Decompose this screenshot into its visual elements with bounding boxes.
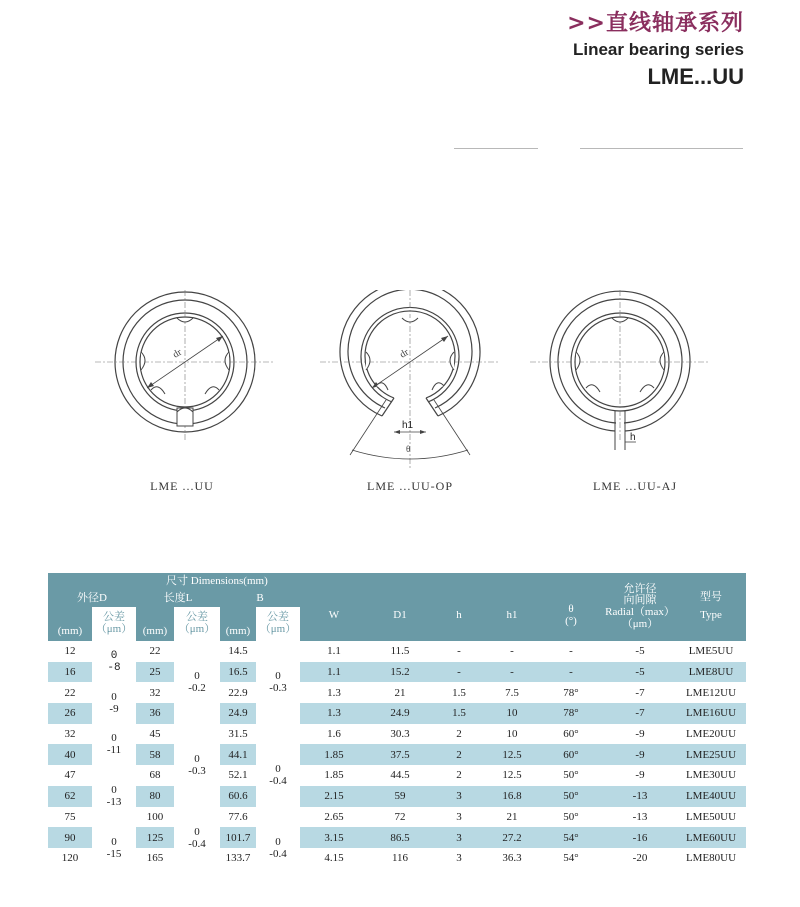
table-cell: 24.9 — [220, 703, 256, 724]
table-cell: 101.7 — [220, 827, 256, 848]
h-header: h — [432, 591, 486, 641]
tolerance-header: 公差 （μm） — [92, 607, 136, 641]
tolerance-lower: -11 — [106, 744, 122, 757]
table-cell: 1.1 — [300, 662, 368, 683]
table-cell: 22 — [149, 645, 161, 658]
table-cell: 58 — [136, 744, 174, 765]
table-row — [48, 786, 746, 807]
table-cell: 44.1 — [220, 744, 256, 765]
table-cell: 47 — [64, 769, 76, 782]
table-cell: 1.85 — [324, 769, 344, 782]
table-cell: 125 — [136, 827, 174, 848]
table-cell: 52.1 — [228, 769, 248, 782]
table-cell — [92, 724, 136, 765]
tolerance-lower: -13 — [106, 796, 122, 809]
tolerance-upper: 0 — [194, 825, 200, 838]
tolerance-upper: 0 — [111, 784, 117, 797]
h1-header: h1 — [486, 591, 538, 641]
table-cell: -5 — [604, 662, 676, 683]
table-cell: 32 — [149, 686, 161, 699]
table-cell: 2 — [456, 769, 462, 782]
diagram-caption: LME ...UU-OP — [367, 479, 453, 493]
theta-label: θ — [406, 444, 411, 454]
table-cell: 50° — [563, 769, 579, 782]
bearing-diagram-standard — [95, 290, 275, 470]
table-row — [48, 662, 746, 683]
unit-header: (mm) — [136, 607, 174, 641]
diagram-caption: LME ...UU-AJ — [593, 479, 677, 493]
table-cell: - — [432, 662, 486, 683]
table-cell: LME40UU — [676, 786, 746, 807]
table-cell: 3 — [456, 810, 462, 823]
table-row — [48, 744, 746, 765]
tolerance-header: 公差 （μm） — [174, 607, 220, 641]
table-cell — [256, 724, 300, 827]
table-cell: 1.3 — [300, 703, 368, 724]
table-cell: LME16UU — [676, 703, 746, 724]
table-cell: 78° — [538, 703, 604, 724]
table-row — [48, 765, 746, 786]
table-row — [48, 827, 746, 848]
length-header: 长度L — [136, 591, 220, 607]
table-cell: 60° — [563, 728, 579, 741]
tolerance-upper: 0 — [194, 670, 200, 683]
table-cell: 116 — [391, 852, 409, 865]
tolerance-lower: -0.4 — [188, 837, 206, 850]
table-cell: 12.5 — [502, 769, 522, 782]
table-cell — [92, 765, 136, 827]
table-cell: LME30UU — [685, 769, 737, 782]
table-cell: 22 — [64, 686, 76, 699]
table-cell: - — [538, 662, 604, 683]
table-cell: 133.7 — [225, 852, 251, 865]
tolerance-upper: 0 — [111, 732, 117, 745]
table-cell: 2 — [456, 728, 462, 741]
table-cell: 10 — [506, 728, 518, 741]
clearance-header: 允许径 向间隙 Radial（max） （μm） — [604, 573, 676, 641]
table-cell: -9 — [635, 769, 645, 782]
table-cell — [92, 827, 136, 868]
table-cell: 1.5 — [432, 703, 486, 724]
table-cell: 1.6 — [327, 728, 341, 741]
model-title: LME...UU — [647, 64, 744, 89]
tolerance-header: 公差 （μm） — [256, 607, 300, 641]
divider-line — [580, 148, 743, 149]
table-cell: 72 — [394, 810, 406, 823]
table-cell: 1.85 — [300, 744, 368, 765]
table-cell: -7 — [604, 703, 676, 724]
table-cell: 60.6 — [220, 786, 256, 807]
table-cell: 78° — [563, 686, 579, 699]
table-cell: 86.5 — [368, 827, 432, 848]
table-cell: 90 — [48, 827, 92, 848]
table-cell: 11.5 — [390, 645, 410, 658]
table-cell — [174, 724, 220, 807]
tolerance-lower: -0.4 — [269, 847, 287, 860]
table-cell: LME20UU — [685, 728, 737, 741]
table-cell: 44.5 — [390, 769, 410, 782]
table-cell: 14.5 — [228, 645, 248, 658]
tolerance-lower: -0.3 — [188, 765, 206, 778]
diameter-label: dr — [398, 346, 411, 361]
table-cell: 36 — [136, 703, 174, 724]
table-cell: 26 — [48, 703, 92, 724]
table-cell: 12 — [64, 645, 76, 658]
table-cell: 10 — [486, 703, 538, 724]
table-cell: 16.5 — [220, 662, 256, 683]
table-row — [48, 703, 746, 724]
outer-diameter-header: 外径D — [48, 591, 136, 607]
table-cell: 1.3 — [327, 686, 341, 699]
table-cell: 7.5 — [505, 686, 519, 699]
table-cell: 77.6 — [228, 810, 248, 823]
table-cell: -13 — [604, 786, 676, 807]
table-cell: 50° — [563, 810, 579, 823]
table-cell: 54° — [563, 852, 579, 865]
table-cell: 80 — [136, 786, 174, 807]
table-cell — [92, 682, 136, 723]
table-row — [48, 807, 746, 828]
w-header: W — [300, 591, 368, 641]
table-cell: -5 — [635, 645, 645, 658]
table-cell: - — [510, 645, 514, 658]
table-cell: 16.8 — [486, 786, 538, 807]
divider-line — [454, 148, 538, 149]
table-cell: 25 — [136, 662, 174, 683]
table-cell: LME25UU — [676, 744, 746, 765]
table-cell: 68 — [149, 769, 161, 782]
tolerance-upper: 0 — [275, 835, 281, 848]
table-row — [48, 724, 746, 745]
type-header: 型号 Type — [676, 573, 746, 641]
table-cell — [256, 641, 300, 724]
table-cell: 40 — [48, 744, 92, 765]
table-cell: -7 — [635, 686, 645, 699]
tolerance-upper: 0 — [275, 670, 281, 683]
dimensions-table — [48, 573, 746, 869]
tolerance-lower: -9 — [109, 703, 119, 716]
table-cell — [92, 641, 136, 682]
table-cell: 27.2 — [486, 827, 538, 848]
table-cell: 54° — [538, 827, 604, 848]
table-cell: 21 — [506, 810, 518, 823]
table-cell: 45 — [149, 728, 161, 741]
table-cell: 15.2 — [368, 662, 432, 683]
table-cell: -16 — [604, 827, 676, 848]
table-row — [48, 682, 746, 703]
tolerance-lower: -0.3 — [269, 682, 287, 695]
table-cell: 1.1 — [327, 645, 341, 658]
tolerance-lower: -8 — [107, 661, 121, 674]
tolerance-lower: -0.2 — [188, 682, 206, 695]
tolerance-lower: -15 — [106, 847, 122, 860]
table-cell: LME50UU — [685, 810, 737, 823]
b-header: B — [220, 591, 300, 607]
tolerance-lower: -0.4 — [269, 775, 287, 788]
table-cell: 100 — [146, 810, 164, 823]
h1-label: h1 — [402, 420, 414, 431]
table-cell — [174, 641, 220, 724]
table-cell: 4.15 — [324, 852, 344, 865]
tolerance-upper: 0 — [194, 753, 200, 766]
table-cell: -20 — [632, 852, 648, 865]
table-cell: 75 — [64, 810, 76, 823]
table-cell: - — [457, 645, 461, 658]
table-cell — [174, 807, 220, 869]
h-label: h — [630, 432, 636, 443]
tolerance-upper: 0 — [275, 763, 281, 776]
table-cell: 36.3 — [502, 852, 522, 865]
table-cell: LME12UU — [685, 686, 737, 699]
table-cell: 12.5 — [486, 744, 538, 765]
bearing-diagram-open — [320, 290, 500, 470]
table-cell: 24.9 — [368, 703, 432, 724]
table-cell: 1.5 — [452, 686, 466, 699]
table-cell: 3 — [432, 786, 486, 807]
table-cell: -9 — [635, 728, 645, 741]
unit-header: (mm) — [48, 607, 92, 641]
table-cell: 3 — [456, 852, 462, 865]
table-cell: -13 — [632, 810, 648, 823]
table-cell: 120 — [61, 852, 79, 865]
table-cell: 2.15 — [300, 786, 368, 807]
unit-header: (mm) — [220, 607, 256, 641]
table-cell: 31.5 — [228, 728, 248, 741]
series-title-english: Linear bearing series — [572, 40, 744, 59]
table-cell: 3.15 — [300, 827, 368, 848]
tolerance-upper: 0 — [111, 835, 117, 848]
table-cell: -9 — [604, 744, 676, 765]
table-cell: - — [569, 645, 573, 658]
table-cell: 50° — [538, 786, 604, 807]
table-cell — [256, 827, 300, 868]
table-cell: 3 — [432, 827, 486, 848]
table-cell: 16 — [48, 662, 92, 683]
table-cell: 165 — [146, 852, 164, 865]
table-cell: 37.5 — [368, 744, 432, 765]
table-cell: - — [486, 662, 538, 683]
table-cell: LME80UU — [685, 852, 737, 865]
diameter-label: dr — [171, 346, 184, 361]
table-cell: LME5UU — [688, 645, 734, 658]
d1-header: D1 — [368, 591, 432, 641]
table-row — [48, 641, 746, 662]
table-cell: LME60UU — [676, 827, 746, 848]
table-cell: 59 — [368, 786, 432, 807]
table-cell: 22.9 — [228, 686, 248, 699]
table-cell: LME8UU — [676, 662, 746, 683]
table-cell: 32 — [64, 728, 76, 741]
tolerance-upper: 0 — [110, 649, 118, 662]
theta-header: θ (°) — [538, 591, 604, 641]
tolerance-upper: 0 — [111, 691, 117, 704]
table-row — [48, 848, 746, 869]
diagram-caption: LME ...UU — [150, 479, 214, 493]
table-cell: 21 — [394, 686, 406, 699]
bearing-diagram-adjustable — [530, 290, 710, 470]
series-title-chinese: >>直线轴承系列 — [567, 11, 744, 36]
table-cell: 30.3 — [390, 728, 410, 741]
table-cell: 2 — [432, 744, 486, 765]
table-cell: 62 — [48, 786, 92, 807]
table-cell: 60° — [538, 744, 604, 765]
table-cell: 2.65 — [324, 810, 344, 823]
dimensions-group-header: 尺寸 Dimensions(mm) — [48, 573, 300, 591]
